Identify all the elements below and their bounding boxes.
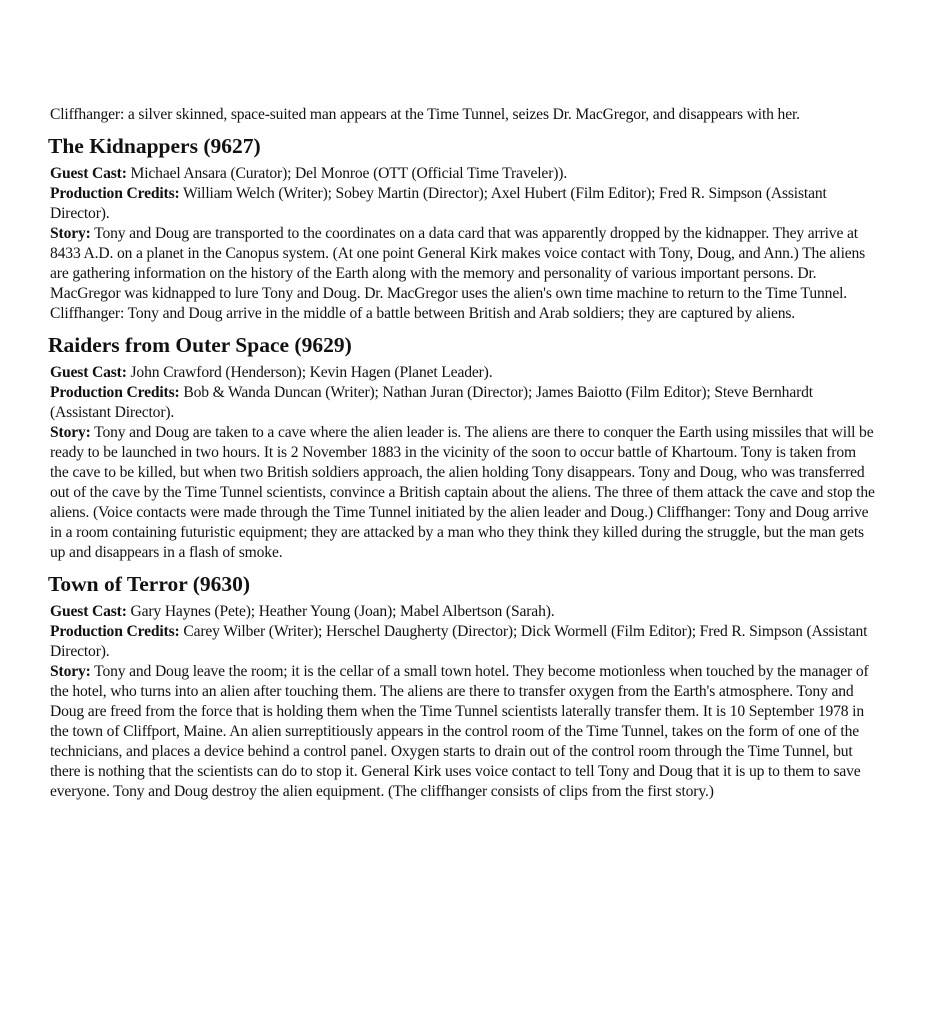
story-line	[50, 423, 875, 563]
story-label: Story:	[50, 663, 91, 680]
episode-title: The Kidnappers (9627)	[48, 134, 261, 158]
production-credits-label: Production Credits:	[50, 384, 180, 401]
guest-cast-line	[50, 602, 875, 622]
production-credits-value: Bob & Wanda Duncan (Writer); Nathan Juran (Director); James Baiotto (Film Editor); Steve Bernhardt (Assistant Director).	[50, 384, 813, 421]
story-label: Story:	[50, 225, 91, 242]
production-credits-line	[50, 184, 875, 224]
guest-cast-label: Guest Cast:	[50, 165, 127, 182]
story-line	[50, 662, 875, 802]
production-credits-label: Production Credits:	[50, 623, 180, 640]
story-line	[50, 224, 875, 324]
production-credits-value: Carey Wilber (Writer); Herschel Daugherty (Director); Dick Wormell (Film Editor); Fred R. Simpson (Assistant Director).	[50, 623, 868, 660]
story-label: Story:	[50, 424, 91, 441]
guest-cast-value: John Crawford (Henderson); Kevin Hagen (Planet Leader).	[130, 364, 493, 381]
intro-paragraph: Cliffhanger: a silver skinned, space-suited man appears at the Time Tunnel, seizes Dr. MacGregor, and disappears with her.	[50, 106, 800, 123]
production-credits-line	[50, 622, 875, 662]
guest-cast-label: Guest Cast:	[50, 364, 127, 381]
guest-cast-value: Gary Haynes (Pete); Heather Young (Joan); Mabel Albertson (Sarah).	[130, 603, 555, 620]
episode-raiders-from-outer-space	[50, 332, 875, 563]
guest-cast-line	[50, 363, 875, 383]
episode-title: Town of Terror (9630)	[48, 572, 251, 596]
episode-the-kidnappers	[50, 133, 875, 324]
episode-town-of-terror	[50, 571, 875, 802]
document-page	[50, 105, 875, 802]
story-value: Tony and Doug are taken to a cave where the alien leader is. The aliens are there to conquer the Earth using missiles that will be ready to be launched in two hours. It is 2 November 1883 in the vicinity of the soon to occur battle of Khartoum. Tony is taken from the cave to be killed, but when two British soldiers approach, the alien holding Tony disappears. Tony and Doug, who was transferred out of the cave by the Time Tunnel scientists, convince a British captain about the aliens. The three of them attack the cave and stop the aliens. (Voice contacts were made through the Time Tunnel initiated by the alien leader and Doug.) Cliffhanger: Tony and Doug arrive in a room containing futuristic equipment; they are attacked by a man who they think they killed during the struggle, but the man gets up and disappears in a flash of smoke.	[50, 424, 875, 561]
guest-cast-line	[50, 164, 875, 184]
production-credits-line	[50, 383, 875, 423]
production-credits-value: William Welch (Writer); Sobey Martin (Director); Axel Hubert (Film Editor); Fred R. Simpson (Assistant Director).	[50, 185, 827, 222]
episode-title: Raiders from Outer Space (9629)	[48, 333, 352, 357]
guest-cast-value: Michael Ansara (Curator); Del Monroe (OTT (Official Time Traveler)).	[130, 165, 568, 182]
production-credits-label: Production Credits:	[50, 185, 180, 202]
story-value: Tony and Doug leave the room; it is the cellar of a small town hotel. They become motionless when touched by the manager of the hotel, who turns into an alien after touching them. The aliens are there to transfer oxygen from the Earth's atmosphere. Tony and Doug are freed from the force that is holding them when the Time Tunnel scientists laterally transfer them. It is 10 September 1978 in the town of Cliffport, Maine. An alien surreptitiously appears in the control room of the Time Tunnel, takes on the form of one of the technicians, and places a device behind a control panel. Oxygen starts to drain out of the control room through the Time Tunnel, but there is nothing that the scientists can do to stop it. General Kirk uses voice contact to tell Tony and Doug that it is up to them to save everyone. Tony and Doug destroy the alien equipment. (The cliffhanger consists of clips from the first story.)	[50, 663, 869, 800]
guest-cast-label: Guest Cast:	[50, 603, 127, 620]
story-value: Tony and Doug are transported to the coordinates on a data card that was apparently dropped by the kidnapper. They arrive at 8433 A.D. on a planet in the Canopus system. (At one point General Kirk makes voice contact with Tony, Doug, and Ann.) The aliens are gathering information on the history of the Earth along with the memory and personality of various important persons. Dr. MacGregor was kidnapped to lure Tony and Doug. Dr. MacGregor uses the alien's own time machine to return to the Time Tunnel. Cliffhanger: Tony and Doug arrive in the middle of a battle between British and Arab soldiers; they are captured by aliens.	[50, 225, 866, 322]
